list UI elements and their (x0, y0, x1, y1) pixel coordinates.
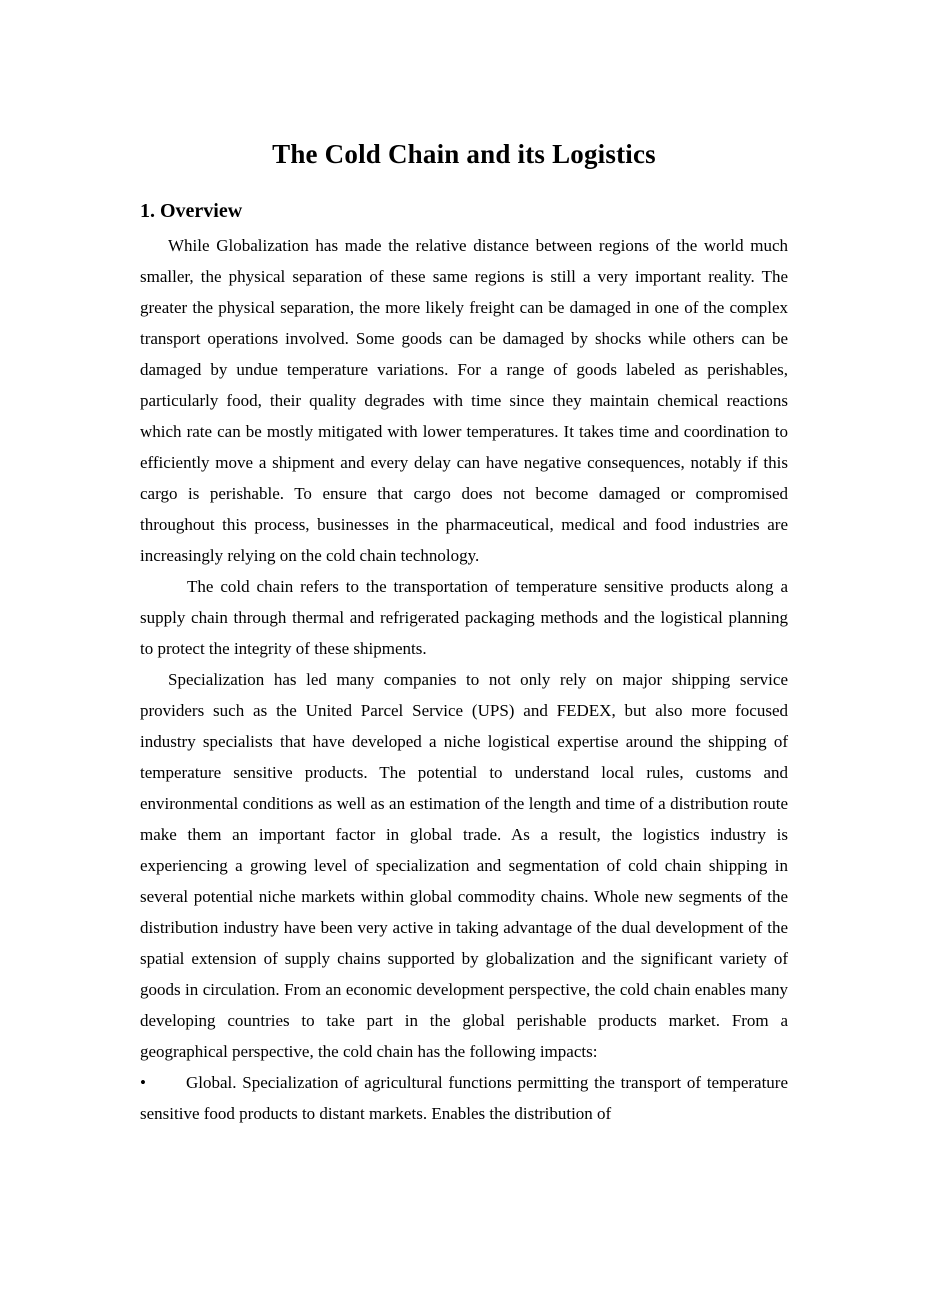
paragraph-specialization: Specialization has led many companies to not only rely on major shipping service providers such as the United Parcel Service (UPS) and FEDEX, but also more focused industry specialists that have developed a niche logistical expertise around the shipping of temperature sensitive products. The potential to understand local rules, customs and environmental conditions as well as an estimation of the length and time of a distribution route make them an important factor in global trade. As a result, the logistics industry is experiencing a growing level of specialization and segmentation of cold chain shipping in several potential niche markets within global commodity chains. Whole new segments of the distribution industry have been very active in taking advantage of the dual development of the spatial extension of supply chains supported by globalization and the significant variety of goods in circulation. From an economic development perspective, the cold chain enables many developing countries to take part in the global perishable products market. From a geographical perspective, the cold chain has the following impacts: (140, 670, 788, 1061)
bullet-item-global (140, 1067, 788, 1129)
section-heading-overview: 1. Overview (140, 200, 243, 222)
document-title: The Cold Chain and its Logistics (272, 139, 656, 169)
paragraph-cold-chain-definition: The cold chain refers to the transportation of temperature sensitive products along a supply chain through thermal and refrigerated packaging methods and the logistical planning to protect the integrity of these shipments. (140, 577, 788, 658)
bullet-marker: • (140, 1073, 146, 1092)
paragraph-globalization: While Globalization has made the relative distance between regions of the world much smaller, the physical separation of these same regions is still a very important reality. The greater the physical separation, the more likely freight can be damaged in one of the complex transport operations involved. Some goods can be damaged by shocks while others can be damaged by undue temperature variations. For a range of goods labeled as perishables, particularly food, their quality degrades with time since they maintain chemical reactions which rate can be mostly mitigated with lower temperatures. It takes time and coordination to efficiently move a shipment and every delay can have negative consequences, notably if this cargo is perishable. To ensure that cargo does not become damaged or compromised throughout this process, businesses in the pharmaceutical, medical and food industries are increasingly relying on the cold chain technology. (140, 236, 788, 565)
bullet-item-text: Global. Specialization of agricultural functions permitting the transport of temperature sensitive food products to distant markets. Enables the distribution of (140, 1073, 788, 1123)
